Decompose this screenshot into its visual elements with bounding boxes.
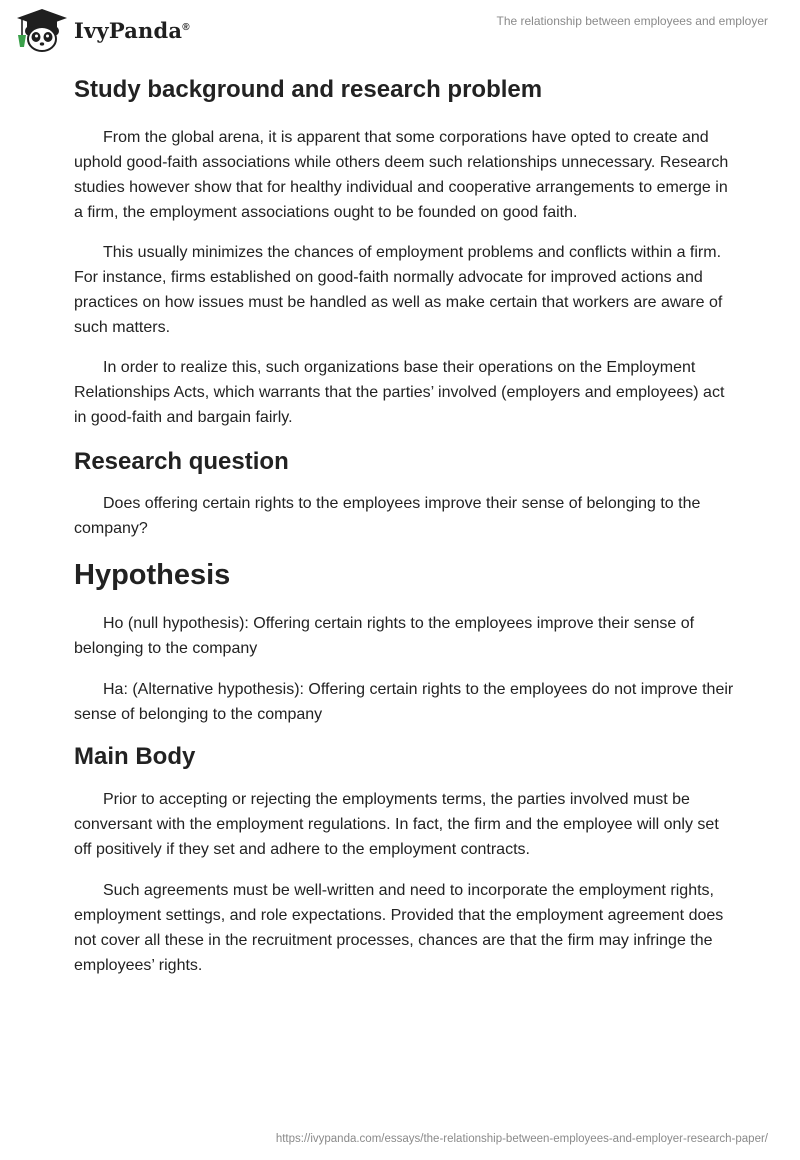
logo-wordmark: IvyPanda®: [74, 17, 190, 43]
paragraph: Does offering certain rights to the employees improve their sense of belonging to the company?: [74, 495, 701, 537]
paragraph: Such agreements must be well-written and need to incorporate the employment rights, employment settings, and role expectations. Provided that the employment agreement does not cover all these in the recruitment processes, chances are that the firm may infringe the employees’ rights.: [74, 882, 724, 974]
paragraph: Prior to accepting or rejecting the employments terms, the parties involved must be conversant with the employment regulations. In fact, the firm and the employee will only set off positively if they set and adhere to the employment contracts.: [74, 791, 719, 858]
document-title: The relationship between employees and employer: [496, 14, 768, 28]
paragraph: In order to realize this, such organizations base their operations on the Employment Relationships Acts, which warrants that the parties’ involved (employers and employees) act in good-faith and bargain fairly.: [74, 359, 725, 426]
section-heading-main-body: Main Body: [74, 743, 196, 770]
essay-content: [74, 70, 734, 978]
source-url-link[interactable]: https://ivypanda.com/essays/the-relationship-between-employees-and-employer-research-paper/: [275, 1133, 768, 1145]
ivypanda-logo[interactable]: [14, 7, 190, 53]
section-heading-hypothesis: Hypothesis: [74, 559, 231, 591]
paragraph: Ho (null hypothesis): Offering certain rights to the employees improve their sense of belonging to the company: [74, 615, 695, 657]
panda-graduate-icon: [14, 7, 70, 53]
paragraph: From the global arena, it is apparent that some corporations have opted to create and uphold good-faith associations while others deem such relationships unnecessary. Research studies however show that for healthy individual and cooperative arrangements to emerge in a firm, the employment associations ought to be founded on good faith.: [74, 129, 729, 221]
paragraph: Ha: (Alternative hypothesis): Offering certain rights to the employees do not improve their sense of belonging to the company: [74, 681, 734, 723]
section-heading-study-background: Study background and research problem: [74, 76, 543, 103]
section-heading-research-question: Research question: [74, 448, 289, 475]
page-header: [0, 0, 800, 60]
paragraph: This usually minimizes the chances of employment problems and conflicts within a firm. For instance, firms established on good-faith normally advocate for improved actions and practices on how issues must be handled as well as make certain that workers are aware of such matters.: [74, 244, 723, 336]
